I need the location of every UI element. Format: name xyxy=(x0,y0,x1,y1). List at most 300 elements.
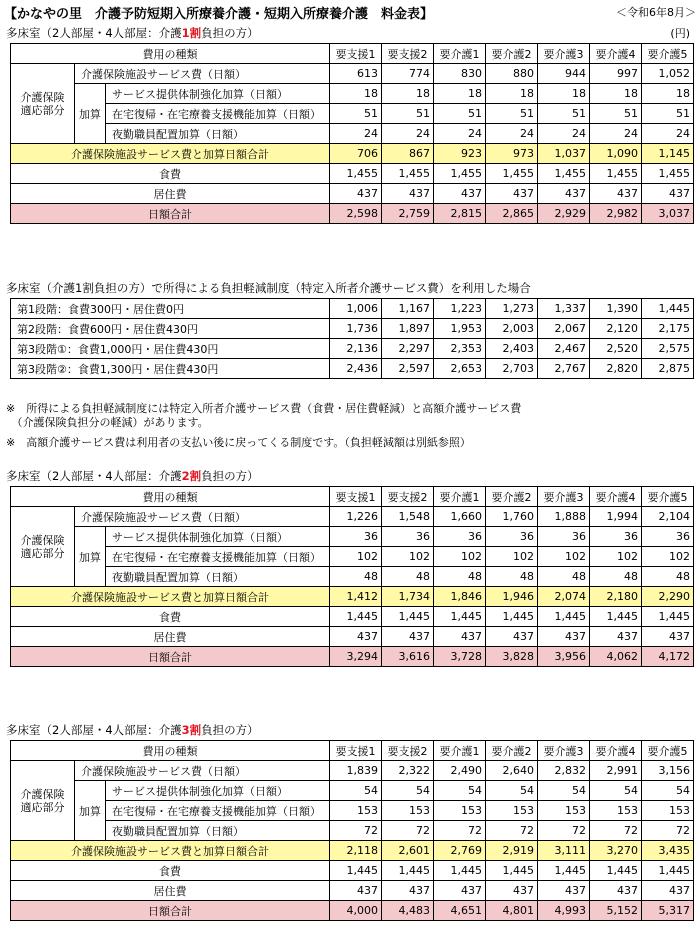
amount-cell: 1,445 xyxy=(382,861,434,881)
header-fee-type: 費用の種類 xyxy=(11,487,330,507)
amount-cell: 1,445 xyxy=(538,607,590,627)
amount-cell: 54 xyxy=(642,781,694,801)
night-staff-addon-row xyxy=(11,821,694,841)
reduction-stage-label: 第3段階①：食費1,000円・居住費430円 xyxy=(11,339,330,359)
amount-cell: 2,467 xyxy=(538,339,590,359)
food-row xyxy=(11,164,694,184)
header-level: 要介護5 xyxy=(642,44,694,64)
amount-cell: 2,598 xyxy=(330,204,382,224)
amount-cell: 1,548 xyxy=(382,507,434,527)
home-return-addon-row xyxy=(11,547,694,567)
amount-cell: 1,455 xyxy=(486,164,538,184)
note-1: ※ 所得による負担軽減制度には特定入所者介護サービス費（食費・居住費軽減）と高額介護サービス費 （介護保険負担分の軽減）があります。 xyxy=(6,402,522,429)
section3-caption: 多床室（2人部屋・4人部屋：介護3割負担の方） xyxy=(6,723,259,737)
subtotal-row xyxy=(11,144,694,164)
amount-cell: 1,888 xyxy=(538,507,590,527)
amount-cell: 48 xyxy=(434,567,486,587)
page-title: 【かなやの里 介護予防短期入所療養介護・短期入所療養介護 料金表】 xyxy=(4,7,434,22)
amount-cell: 72 xyxy=(382,821,434,841)
header-level: 要介護2 xyxy=(486,741,538,761)
amount-cell: 5,317 xyxy=(642,901,694,921)
service-fee-row xyxy=(11,64,694,84)
amount-cell: 437 xyxy=(486,627,538,647)
amount-cell: 437 xyxy=(330,881,382,901)
section1-caption: 多床室（2人部屋・4人部屋：介護1割負担の方） xyxy=(6,26,259,40)
section2-caption: 多床室（2人部屋・4人部屋：介護2割負担の方） xyxy=(6,469,259,483)
amount-cell: 880 xyxy=(486,64,538,84)
fee-table-2 xyxy=(10,486,694,667)
amount-cell: 1,445 xyxy=(486,607,538,627)
amount-cell: 2,436 xyxy=(330,359,382,379)
total-label: 日額合計 xyxy=(11,204,330,224)
amount-cell: 18 xyxy=(382,84,434,104)
header-level: 要支援1 xyxy=(330,487,382,507)
amount-cell: 18 xyxy=(434,84,486,104)
amount-cell: 774 xyxy=(382,64,434,84)
amount-cell: 1,167 xyxy=(382,299,434,319)
service-system-addon-row xyxy=(11,84,694,104)
amount-cell: 24 xyxy=(486,124,538,144)
total-label: 日額合計 xyxy=(11,901,330,921)
header-level: 要支援1 xyxy=(330,741,382,761)
header-level: 要介護4 xyxy=(590,44,642,64)
amount-cell: 72 xyxy=(642,821,694,841)
amount-cell: 2,297 xyxy=(382,339,434,359)
amount-cell: 3,270 xyxy=(590,841,642,861)
amount-cell: 997 xyxy=(590,64,642,84)
daily-total-row xyxy=(11,901,694,921)
amount-cell: 153 xyxy=(486,801,538,821)
header-row xyxy=(11,741,694,761)
amount-cell: 54 xyxy=(330,781,382,801)
subtotal-label: 介護保険施設サービス費と加算日額合計 xyxy=(11,144,330,164)
amount-cell: 1,445 xyxy=(642,607,694,627)
amount-cell: 24 xyxy=(590,124,642,144)
amount-cell: 1,846 xyxy=(434,587,486,607)
amount-cell: 2,118 xyxy=(330,841,382,861)
amount-cell: 4,172 xyxy=(642,647,694,667)
amount-cell: 867 xyxy=(382,144,434,164)
amount-cell: 1,455 xyxy=(590,164,642,184)
amount-cell: 153 xyxy=(642,801,694,821)
amount-cell: 2,104 xyxy=(642,507,694,527)
daily-total-row xyxy=(11,204,694,224)
revision-date: ＜令和6年8月＞ xyxy=(616,6,696,19)
amount-cell: 51 xyxy=(538,104,590,124)
service-fee-row xyxy=(11,761,694,781)
header-level: 要介護2 xyxy=(486,44,538,64)
addon-label: 加算 xyxy=(75,84,106,144)
amount-cell: 36 xyxy=(330,527,382,547)
subtotal-label: 介護保険施設サービス費と加算日額合計 xyxy=(11,587,330,607)
kyoka-label: サービス提供体制強化加算（日額） xyxy=(106,527,330,547)
food-row xyxy=(11,861,694,881)
header-level: 要支援2 xyxy=(382,44,434,64)
amount-cell: 2,003 xyxy=(486,319,538,339)
amount-cell: 102 xyxy=(330,547,382,567)
reduction-stage-row xyxy=(11,339,694,359)
burden-rate-1: 1割 xyxy=(181,26,202,40)
service-fee-label: 介護保険施設サービス費（日額） xyxy=(75,64,330,84)
amount-cell: 1,897 xyxy=(382,319,434,339)
amount-cell: 830 xyxy=(434,64,486,84)
amount-cell: 437 xyxy=(642,627,694,647)
amount-cell: 3,435 xyxy=(642,841,694,861)
amount-cell: 36 xyxy=(486,527,538,547)
amount-cell: 437 xyxy=(434,627,486,647)
amount-cell: 4,993 xyxy=(538,901,590,921)
zaitaku-label: 在宅復帰・在宅療養支援機能加算（日額） xyxy=(106,547,330,567)
insurance-group-label: 介護保険 適応部分 xyxy=(11,507,75,587)
amount-cell: 48 xyxy=(330,567,382,587)
yakin-label: 夜勤職員配置加算（日額） xyxy=(106,821,330,841)
amount-cell: 3,828 xyxy=(486,647,538,667)
amount-cell: 437 xyxy=(642,881,694,901)
amount-cell: 1,145 xyxy=(642,144,694,164)
amount-cell: 4,062 xyxy=(590,647,642,667)
amount-cell: 102 xyxy=(382,547,434,567)
amount-cell: 2,703 xyxy=(486,359,538,379)
amount-cell: 36 xyxy=(590,527,642,547)
amount-cell: 1,946 xyxy=(486,587,538,607)
amount-cell: 1,006 xyxy=(330,299,382,319)
zaitaku-label: 在宅復帰・在宅療養支援機能加算（日額） xyxy=(106,104,330,124)
amount-cell: 4,651 xyxy=(434,901,486,921)
amount-cell: 1,445 xyxy=(642,861,694,881)
amount-cell: 437 xyxy=(486,881,538,901)
amount-cell: 1,273 xyxy=(486,299,538,319)
amount-cell: 54 xyxy=(486,781,538,801)
amount-cell: 18 xyxy=(642,84,694,104)
amount-cell: 24 xyxy=(382,124,434,144)
amount-cell: 51 xyxy=(382,104,434,124)
amount-cell: 1,445 xyxy=(382,607,434,627)
amount-cell: 72 xyxy=(330,821,382,841)
addon-label: 加算 xyxy=(75,781,106,841)
amount-cell: 48 xyxy=(538,567,590,587)
amount-cell: 1,445 xyxy=(486,861,538,881)
reduction-stage-label: 第3段階②：食費1,300円・居住費430円 xyxy=(11,359,330,379)
amount-cell: 36 xyxy=(382,527,434,547)
amount-cell: 48 xyxy=(642,567,694,587)
amount-cell: 153 xyxy=(382,801,434,821)
amount-cell: 437 xyxy=(330,184,382,204)
amount-cell: 437 xyxy=(590,627,642,647)
amount-cell: 2,490 xyxy=(434,761,486,781)
header-level: 要介護3 xyxy=(538,741,590,761)
amount-cell: 973 xyxy=(486,144,538,164)
amount-cell: 2,640 xyxy=(486,761,538,781)
header-level: 要介護5 xyxy=(642,741,694,761)
amount-cell: 18 xyxy=(538,84,590,104)
night-staff-addon-row xyxy=(11,124,694,144)
header-row xyxy=(11,44,694,64)
amount-cell: 1,445 xyxy=(590,607,642,627)
amount-cell: 1,412 xyxy=(330,587,382,607)
food-row xyxy=(11,607,694,627)
amount-cell: 2,865 xyxy=(486,204,538,224)
amount-cell: 72 xyxy=(434,821,486,841)
service-system-addon-row xyxy=(11,781,694,801)
amount-cell: 18 xyxy=(590,84,642,104)
amount-cell: 1,445 xyxy=(642,299,694,319)
header-level: 要介護2 xyxy=(486,487,538,507)
amount-cell: 1,052 xyxy=(642,64,694,84)
night-staff-addon-row xyxy=(11,567,694,587)
service-fee-row xyxy=(11,507,694,527)
yakin-label: 夜勤職員配置加算（日額） xyxy=(106,567,330,587)
stay-label: 居住費 xyxy=(11,881,330,901)
amount-cell: 2,767 xyxy=(538,359,590,379)
amount-cell: 36 xyxy=(538,527,590,547)
amount-cell: 1,445 xyxy=(434,861,486,881)
header-level: 要支援2 xyxy=(382,487,434,507)
header-level: 要介護4 xyxy=(590,741,642,761)
amount-cell: 2,815 xyxy=(434,204,486,224)
amount-cell: 2,175 xyxy=(642,319,694,339)
header-level: 要介護1 xyxy=(434,741,486,761)
amount-cell: 51 xyxy=(330,104,382,124)
stay-label: 居住費 xyxy=(11,184,330,204)
amount-cell: 102 xyxy=(486,547,538,567)
amount-cell: 706 xyxy=(330,144,382,164)
food-label: 食費 xyxy=(11,607,330,627)
amount-cell: 1,037 xyxy=(538,144,590,164)
service-system-addon-row xyxy=(11,527,694,547)
amount-cell: 2,919 xyxy=(486,841,538,861)
amount-cell: 4,483 xyxy=(382,901,434,921)
amount-cell: 1,455 xyxy=(434,164,486,184)
amount-cell: 2,353 xyxy=(434,339,486,359)
amount-cell: 36 xyxy=(642,527,694,547)
amount-cell: 2,820 xyxy=(590,359,642,379)
stay-label: 居住費 xyxy=(11,627,330,647)
amount-cell: 5,152 xyxy=(590,901,642,921)
amount-cell: 3,156 xyxy=(642,761,694,781)
amount-cell: 3,616 xyxy=(382,647,434,667)
amount-cell: 1,445 xyxy=(434,607,486,627)
amount-cell: 613 xyxy=(330,64,382,84)
amount-cell: 437 xyxy=(590,184,642,204)
amount-cell: 48 xyxy=(382,567,434,587)
header-level: 要介護3 xyxy=(538,487,590,507)
header-level: 要介護4 xyxy=(590,487,642,507)
amount-cell: 2,982 xyxy=(590,204,642,224)
amount-cell: 54 xyxy=(590,781,642,801)
stay-row xyxy=(11,881,694,901)
amount-cell: 51 xyxy=(590,104,642,124)
amount-cell: 102 xyxy=(538,547,590,567)
amount-cell: 2,875 xyxy=(642,359,694,379)
amount-cell: 1,660 xyxy=(434,507,486,527)
reduction-stage-label: 第2段階：食費600円・居住費430円 xyxy=(11,319,330,339)
kyoka-label: サービス提供体制強化加算（日額） xyxy=(106,781,330,801)
reduction-stage-label: 第1段階：食費300円・居住費0円 xyxy=(11,299,330,319)
amount-cell: 1,090 xyxy=(590,144,642,164)
amount-cell: 2,120 xyxy=(590,319,642,339)
amount-cell: 2,136 xyxy=(330,339,382,359)
yakin-label: 夜勤職員配置加算（日額） xyxy=(106,124,330,144)
amount-cell: 153 xyxy=(330,801,382,821)
note-2: ※ 高額介護サービス費は利用者の支払い後に戻ってくる制度です。（負担軽減額は別紙参照） xyxy=(6,436,471,449)
amount-cell: 2,601 xyxy=(382,841,434,861)
amount-cell: 24 xyxy=(538,124,590,144)
amount-cell: 437 xyxy=(434,881,486,901)
amount-cell: 1,445 xyxy=(538,861,590,881)
amount-cell: 24 xyxy=(434,124,486,144)
daily-total-row xyxy=(11,647,694,667)
amount-cell: 51 xyxy=(434,104,486,124)
amount-cell: 1,455 xyxy=(330,164,382,184)
insurance-group-label: 介護保険 適応部分 xyxy=(11,64,75,144)
amount-cell: 3,956 xyxy=(538,647,590,667)
amount-cell: 437 xyxy=(382,627,434,647)
amount-cell: 2,074 xyxy=(538,587,590,607)
amount-cell: 54 xyxy=(382,781,434,801)
header-fee-type: 費用の種類 xyxy=(11,44,330,64)
amount-cell: 437 xyxy=(434,184,486,204)
total-label: 日額合計 xyxy=(11,647,330,667)
amount-cell: 18 xyxy=(330,84,382,104)
fee-table-3 xyxy=(10,740,694,921)
amount-cell: 437 xyxy=(538,627,590,647)
amount-cell: 1,445 xyxy=(590,861,642,881)
amount-cell: 2,832 xyxy=(538,761,590,781)
header-fee-type: 費用の種類 xyxy=(11,741,330,761)
food-label: 食費 xyxy=(11,861,330,881)
amount-cell: 944 xyxy=(538,64,590,84)
amount-cell: 1,226 xyxy=(330,507,382,527)
amount-cell: 153 xyxy=(590,801,642,821)
amount-cell: 153 xyxy=(538,801,590,821)
header-level: 要介護5 xyxy=(642,487,694,507)
insurance-group-label: 介護保険 適応部分 xyxy=(11,761,75,841)
amount-cell: 437 xyxy=(330,627,382,647)
amount-cell: 437 xyxy=(590,881,642,901)
amount-cell: 48 xyxy=(486,567,538,587)
amount-cell: 51 xyxy=(486,104,538,124)
amount-cell: 1,445 xyxy=(330,607,382,627)
header-level: 要介護3 xyxy=(538,44,590,64)
amount-cell: 437 xyxy=(538,184,590,204)
amount-cell: 51 xyxy=(642,104,694,124)
unit-label: (円) xyxy=(670,27,690,40)
burden-rate-2: 2割 xyxy=(181,469,202,483)
amount-cell: 54 xyxy=(434,781,486,801)
subtotal-row xyxy=(11,841,694,861)
amount-cell: 2,290 xyxy=(642,587,694,607)
fee-table-1 xyxy=(10,43,694,224)
amount-cell: 3,111 xyxy=(538,841,590,861)
amount-cell: 72 xyxy=(538,821,590,841)
amount-cell: 24 xyxy=(642,124,694,144)
amount-cell: 2,520 xyxy=(590,339,642,359)
stay-row xyxy=(11,627,694,647)
zaitaku-label: 在宅復帰・在宅療養支援機能加算（日額） xyxy=(106,801,330,821)
amount-cell: 36 xyxy=(434,527,486,547)
amount-cell: 2,180 xyxy=(590,587,642,607)
amount-cell: 437 xyxy=(642,184,694,204)
amount-cell: 2,403 xyxy=(486,339,538,359)
amount-cell: 437 xyxy=(486,184,538,204)
amount-cell: 3,294 xyxy=(330,647,382,667)
header-level: 要支援2 xyxy=(382,741,434,761)
amount-cell: 1,337 xyxy=(538,299,590,319)
amount-cell: 1,839 xyxy=(330,761,382,781)
amount-cell: 24 xyxy=(330,124,382,144)
amount-cell: 2,067 xyxy=(538,319,590,339)
food-label: 食費 xyxy=(11,164,330,184)
service-fee-label: 介護保険施設サービス費（日額） xyxy=(75,761,330,781)
amount-cell: 102 xyxy=(642,547,694,567)
home-return-addon-row xyxy=(11,104,694,124)
home-return-addon-row xyxy=(11,801,694,821)
amount-cell: 437 xyxy=(382,881,434,901)
header-level: 要支援1 xyxy=(330,44,382,64)
amount-cell: 1,455 xyxy=(642,164,694,184)
amount-cell: 437 xyxy=(538,881,590,901)
amount-cell: 2,653 xyxy=(434,359,486,379)
amount-cell: 2,991 xyxy=(590,761,642,781)
amount-cell: 1,390 xyxy=(590,299,642,319)
reduction-stage-row xyxy=(11,299,694,319)
amount-cell: 1,953 xyxy=(434,319,486,339)
service-fee-label: 介護保険施設サービス費（日額） xyxy=(75,507,330,527)
amount-cell: 1,223 xyxy=(434,299,486,319)
amount-cell: 923 xyxy=(434,144,486,164)
header-level: 要介護1 xyxy=(434,487,486,507)
subtotal-row xyxy=(11,587,694,607)
amount-cell: 3,037 xyxy=(642,204,694,224)
amount-cell: 4,000 xyxy=(330,901,382,921)
amount-cell: 1,994 xyxy=(590,507,642,527)
amount-cell: 2,759 xyxy=(382,204,434,224)
amount-cell: 54 xyxy=(538,781,590,801)
amount-cell: 2,769 xyxy=(434,841,486,861)
amount-cell: 102 xyxy=(590,547,642,567)
amount-cell: 72 xyxy=(590,821,642,841)
amount-cell: 437 xyxy=(382,184,434,204)
amount-cell: 2,575 xyxy=(642,339,694,359)
amount-cell: 1,734 xyxy=(382,587,434,607)
amount-cell: 2,929 xyxy=(538,204,590,224)
reduction-table xyxy=(10,298,694,379)
amount-cell: 4,801 xyxy=(486,901,538,921)
amount-cell: 153 xyxy=(434,801,486,821)
header-level: 要介護1 xyxy=(434,44,486,64)
addon-label: 加算 xyxy=(75,527,106,587)
reduction-stage-row xyxy=(11,359,694,379)
kyoka-label: サービス提供体制強化加算（日額） xyxy=(106,84,330,104)
amount-cell: 18 xyxy=(486,84,538,104)
burden-rate-3: 3割 xyxy=(181,723,202,737)
amount-cell: 1,455 xyxy=(538,164,590,184)
reduction-stage-row xyxy=(11,319,694,339)
amount-cell: 1,736 xyxy=(330,319,382,339)
reduction-caption: 多床室（介護1割負担の方）で所得による負担軽減制度（特定入所者介護サービス費）を利用した場合 xyxy=(6,281,531,295)
subtotal-label: 介護保険施設サービス費と加算日額合計 xyxy=(11,841,330,861)
amount-cell: 3,728 xyxy=(434,647,486,667)
amount-cell: 2,597 xyxy=(382,359,434,379)
header-row xyxy=(11,487,694,507)
amount-cell: 1,760 xyxy=(486,507,538,527)
amount-cell: 2,322 xyxy=(382,761,434,781)
amount-cell: 48 xyxy=(590,567,642,587)
amount-cell: 1,445 xyxy=(330,861,382,881)
amount-cell: 102 xyxy=(434,547,486,567)
amount-cell: 1,455 xyxy=(382,164,434,184)
stay-row xyxy=(11,184,694,204)
